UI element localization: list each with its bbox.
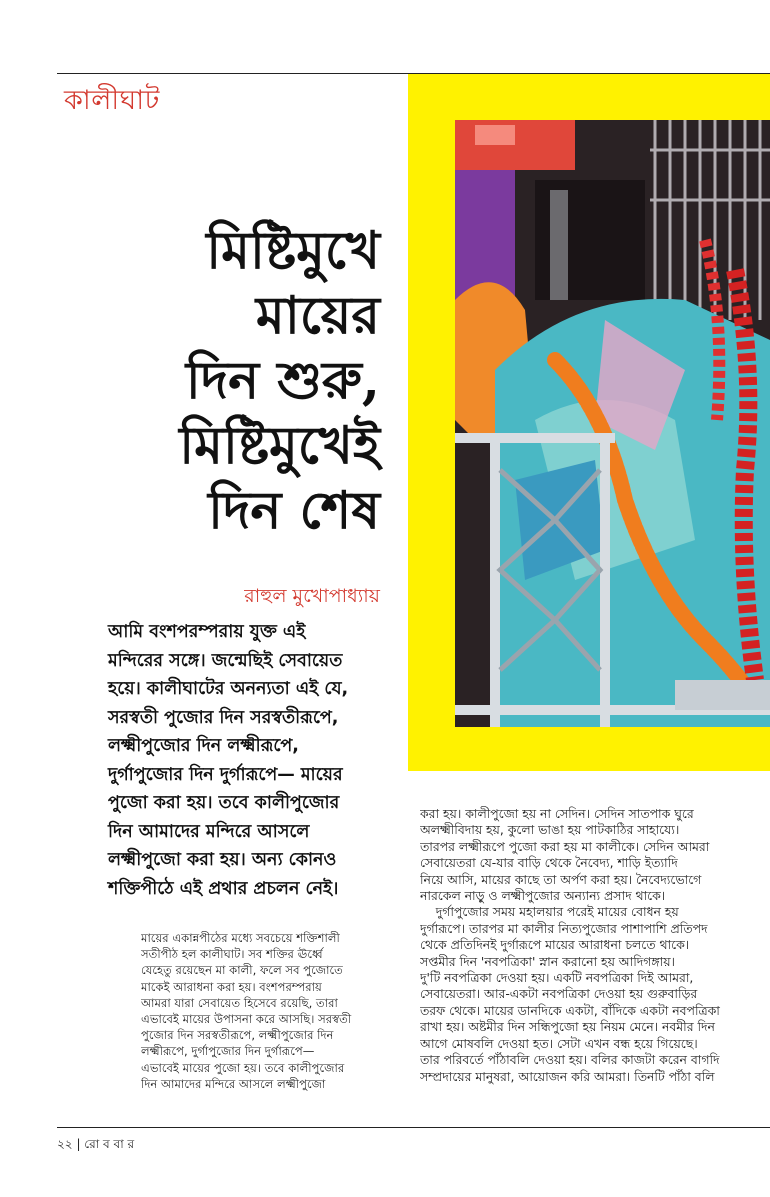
body-line: সতীপীঠ হল কালীঘাট। সব শক্তির ঊর্ধ্বে xyxy=(141,947,323,962)
lead-line: লক্ষ্মীপুজোর দিন লক্ষ্মীরূপে, xyxy=(108,736,299,756)
magazine-name: রো ব বা র xyxy=(84,1137,135,1151)
body-line: এভাবেই মায়ের পুজো হয়। তবে কালীপুজোর xyxy=(141,1060,345,1075)
body-line: নারকেল নাড়ু ও লক্ষ্মীপুজোর অন্যান্য প্রসাদ থাকে। xyxy=(420,888,666,904)
footer-separator: | xyxy=(76,1137,85,1151)
body-line: পুজোর দিন সরস্বতীরূপে, লক্ষ্মীপুজোর দিন xyxy=(141,1028,334,1043)
body-line: মাকেই আরাধনা করা হয়। বংশপরম্পরায় xyxy=(141,979,322,994)
body-line: দুর্গাপুজোর সময় মহালয়ার পরেই মায়ের বোধন হয় xyxy=(420,904,679,920)
lead-line: লক্ষ্মীপুজো করা হয়। অন্য কোনও xyxy=(108,850,337,870)
body-line: করা হয়। কালীপুজো হয় না সেদিন। সেদিন সাতপাক ঘুরে xyxy=(420,806,694,821)
body-line: দু'টি নবপত্রিকা দেওয়া হয়। একটি নবপত্রিকা দিই আমরা, xyxy=(420,970,694,986)
body-line: সেবায়েতরা। আর-একটা নবপত্রিকা দেওয়া হয় গুরুবাড়ির xyxy=(420,986,698,1002)
section-label: কালীঘাট xyxy=(64,85,160,116)
body-line: রাখা হয়। অষ্টমীর দিন সন্ধিপুজো হয় নিয়ম মেনে। নবমীর দিন xyxy=(420,1019,715,1035)
body-line: সম্প্রদায়ের মানুষরা, আয়োজন করি আমরা। তিনটি পাঁঠা বলি xyxy=(420,1068,715,1084)
body-line: লক্ষ্মীরূপে, দুর্গাপুজোর দিন দুর্গারূপে— xyxy=(141,1044,315,1059)
headline-line: মিষ্টিমুখেই xyxy=(179,415,380,476)
headline-line: মিষ্টিমুখে xyxy=(206,220,380,281)
lead-line: শক্তিপীঠে এই প্রথার প্রচলন নেই। xyxy=(108,878,339,899)
body-line: মায়ের একান্নপীঠের মধ্যে সবচেয়ে শক্তিশালী xyxy=(141,931,340,945)
lead-line: সরস্বতী পুজোর দিন সরস্বতীরূপে, xyxy=(108,707,339,728)
body-line: অলক্ষ্মীবিদায় হয়, কুলো ভাঙা হয় পাটকাঠির সাহায্যে। xyxy=(420,822,680,838)
deity-photo xyxy=(455,120,770,727)
body-line: নিয়ে আসি, মায়ের কাছে তা অর্পণ করা হয়। নৈবেদ্যভোগে xyxy=(420,871,702,887)
lead-line: হয়ে। কালীঘাটের অনন্যতা এই যে, xyxy=(108,679,349,699)
body-line: যেহেতু রয়েছেন মা কালী, ফলে সব পুজোতে xyxy=(141,963,343,978)
bottom-rule xyxy=(57,1127,770,1128)
byline: রাহুল মুখোপাধ্যায় xyxy=(244,585,380,607)
body-line: সপ্তমীর দিন 'নবপত্রিকা' স্নান করানো হয় আদিগঙ্গায়। xyxy=(420,953,675,969)
lead-line: মন্দিরের সঙ্গে। জন্মেছিই সেবায়েত xyxy=(108,650,343,671)
headline-line: দিন শুরু, xyxy=(185,350,380,411)
body-line: আমরা যারা সেবায়েত হিসেবে রয়েছি, তারা xyxy=(141,995,338,1010)
headline xyxy=(100,218,380,543)
page-footer xyxy=(57,1136,134,1156)
body-line: সেবায়েতরা যে-যার বাড়ি থেকে নৈবেদ্য, শাড়ি ইত্যাদি xyxy=(420,855,678,871)
lead-line: দুর্গাপুজোর দিন দুর্গারূপে— মায়ের xyxy=(108,764,343,785)
body-line: দিন আমাদের মন্দিরে আসলে লক্ষ্মীপুজো xyxy=(141,1076,326,1091)
headline-line: দিন শেষ xyxy=(208,480,380,541)
lead-line: আমি বংশপরম্পরায় যুক্ত এই xyxy=(108,622,306,642)
lead-line: পুজো করা হয়। তবে কালীপুজোর xyxy=(108,793,340,813)
body-column-2 xyxy=(420,806,765,1085)
body-line: এভাবেই মায়ের উপাসনা করে আসছি। সরস্বতী xyxy=(141,1012,352,1027)
body-line: তারপর লক্ষ্মীরূপে পুজো করা হয় মা কালীকে। সেদিন আমরা xyxy=(420,838,710,854)
headline-line: মায়ের xyxy=(255,285,380,346)
body-line: থেকে প্রতিদিনই দুর্গারূপে মায়ের আরাধনা চলতে থাকে। xyxy=(420,937,690,953)
lead-line: দিন আমাদের মন্দিরে আসলে xyxy=(108,821,310,842)
body-line: দুর্গারূপে। তারপর মা কালীর নিত্যপুজোর পাশাপাশি প্রতিপদ xyxy=(420,920,708,936)
page-number: ২২ xyxy=(57,1137,73,1151)
body-line: তার পরিবর্তে পাঁঠাবলি দেওয়া হয়। বলির কাজটা করেন বাগদি xyxy=(420,1052,720,1068)
body-line: তরফ থেকে। মায়ের ডানদিকে একটা, বাঁদিকে একটা নবপত্রিকা xyxy=(420,1002,720,1018)
lead-paragraph xyxy=(108,618,376,903)
body-line: আগে মোষবলি দেওয়া হত। সেটা এখন বন্ধ হয়ে গিয়েছে। xyxy=(420,1035,698,1051)
body-column-1 xyxy=(141,930,381,1092)
